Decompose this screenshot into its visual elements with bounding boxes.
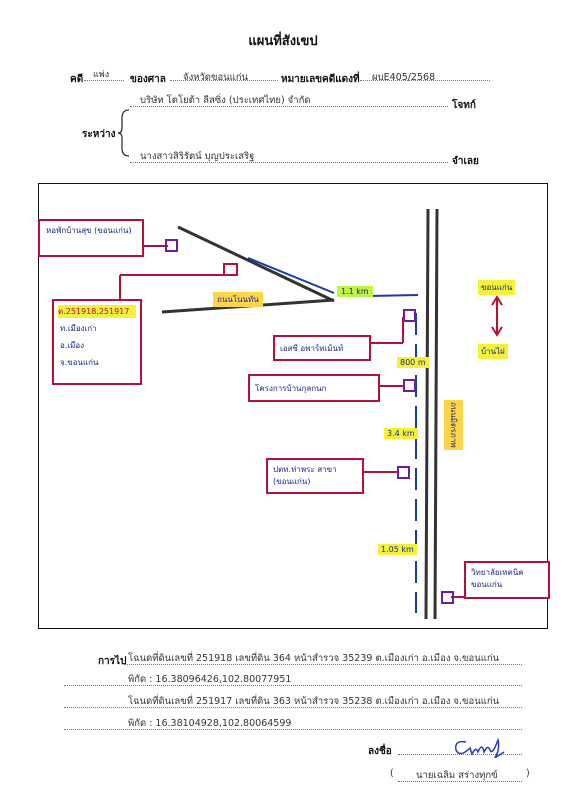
label-to-south: บ้านไผ่ (478, 344, 508, 359)
main-road-left-line (426, 209, 428, 619)
purpose-label: การไป (98, 656, 127, 667)
defendant-role: จำเลย (452, 156, 479, 167)
label-box-dorm (38, 219, 144, 257)
court-label: ของศาล (130, 74, 166, 85)
label-box-gas-station (266, 458, 364, 494)
label-parcel-subdistrict: ท.เมืองเก่า (60, 324, 97, 333)
label-distance-1: 1.1 km (337, 286, 373, 297)
defendant-dots (130, 162, 448, 163)
label-dorm: หอพักบ้านสุข (ขอนแก่น) (46, 226, 132, 235)
label-box-parcel (52, 299, 142, 385)
plaintiff-role: โจทก์ (452, 100, 476, 111)
defendant-name: นางสาวสิริรัตน์ บุญประเสริฐ (140, 151, 255, 162)
label-village: โครงการบ้านกุลกนก (255, 384, 327, 393)
label-main-road: ถนนมิตรภาพ (444, 400, 463, 450)
label-parcel-province: จ.ขอนแก่น (60, 358, 99, 367)
red-case-value: ผบE405/2568 (372, 72, 436, 83)
marker-parcel-icon (224, 264, 237, 275)
sign-label: ลงชื่อ (368, 746, 392, 757)
route-line-1 (248, 258, 334, 293)
label-apartment: เอสซี อพาร์ทเม้นท์ (280, 344, 344, 353)
footer-line-2: พิกัด : 16.38096426,102.80077951 (128, 674, 292, 685)
court-dots (170, 80, 278, 81)
label-road-left: ถนนโนนทัน (213, 292, 263, 307)
marker-square-3 (404, 380, 415, 391)
red-case-label: หมายเลขคดีแดงที่ (281, 74, 360, 85)
label-box-apartment (273, 335, 371, 361)
marker-square-2 (404, 310, 415, 321)
label-parcel: ต.251918,251917 (58, 305, 136, 318)
label-distance-4: 1.05 km (378, 544, 417, 555)
red-case-dots (360, 80, 490, 81)
label-box-college (464, 561, 550, 599)
paren-open: ( (390, 768, 394, 779)
signature-image (452, 734, 512, 760)
label-college: วิทยาลัยเทคนิค ขอนแก่น (471, 568, 524, 589)
main-road-right-line (435, 209, 437, 619)
label-distance-2: 800 m (397, 357, 429, 368)
footer-line-4: พิกัด : 16.38104928,102.80064599 (128, 718, 292, 729)
document-title: แผนที่สังเขป (248, 34, 318, 49)
label-to-north: ขอนแก่น (478, 280, 515, 295)
footer-line-3: โฉนดที่ดินเลขที่ 251917 เลขที่ดิน 363 หน้าสำรวจ 35238 ต.เมืองเก่า อ.เมือง จ.ขอนแก่น (128, 696, 500, 707)
marker-square-4 (398, 467, 409, 478)
case-label: คดี (70, 74, 84, 85)
diagonal-road-line (178, 227, 334, 301)
signer-name: นายเฉลิม สร่างทุกข์ (416, 770, 498, 781)
plaintiff-name: บริษัท โตโยต้า ลีสซิ่ง (ประเทศไทย) จำกัด (140, 95, 311, 106)
between-label: ระหว่าง (82, 129, 116, 140)
court-value: จังหวัดขอนแก่น (183, 72, 249, 83)
label-gas-station: ปตท.ท่าพระ สาขา (ขอนแก่น) (273, 465, 337, 486)
paren-close: ) (526, 768, 530, 779)
case-dots (84, 80, 124, 81)
brace-icon (117, 108, 131, 158)
footer-line-1: โฉนดที่ดินเลขที่ 251918 เลขที่ดิน 364 หน้าสำรวจ 35239 ต.เมืองเก่า อ.เมือง จ.ขอนแก่น (128, 653, 500, 664)
label-parcel-district: อ.เมือง (60, 341, 85, 350)
plaintiff-dots (130, 106, 448, 107)
case-type: แพ่ง (93, 70, 110, 80)
route-line-2 (368, 295, 418, 296)
label-box-village (248, 374, 380, 402)
label-distance-3: 3.4 km (384, 428, 418, 439)
